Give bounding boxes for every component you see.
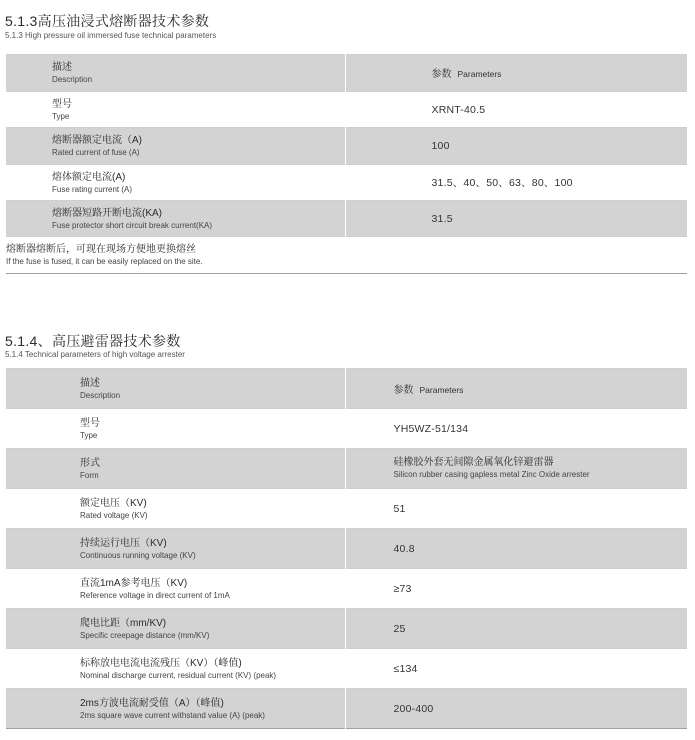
row-value: ≥73 xyxy=(393,582,412,595)
header-param-en: Parameters xyxy=(457,69,502,79)
header-parameters-cell xyxy=(345,369,687,409)
row-value: 200-400 xyxy=(393,702,434,715)
header-desc-cn: 描述 xyxy=(80,377,100,389)
table-row xyxy=(6,165,687,201)
table-row xyxy=(6,92,687,128)
row-label-en: Type xyxy=(80,430,98,440)
row-label-cn: 持续运行电压（KV) xyxy=(80,537,167,549)
header-param-en: Parameters xyxy=(419,384,464,395)
row-label-en: Reference voltage in direct current of 1mA xyxy=(80,590,230,600)
row-label-cn: 直流1mA参考电压（KV) xyxy=(80,577,188,589)
row-label-cn: 型号 xyxy=(80,417,100,429)
fuse-parameters-table xyxy=(6,54,688,274)
note-cn: 熔断器熔断后，可现在现场方便地更换熔丝 xyxy=(6,244,196,255)
header-param-cn: 参数 xyxy=(393,384,414,396)
row-value: YH5WZ-51/134 xyxy=(393,422,469,435)
row-label-en: Fuse rating current (A) xyxy=(52,184,133,194)
row-label-en: Form xyxy=(80,470,99,480)
row-value-cn: 硅橡胶外套无间隙金属氧化锌避雷器 xyxy=(393,457,554,468)
row-label-en: Rated voltage (KV) xyxy=(80,510,148,520)
row-label-cn: 熔断器短路开断电流(KA) xyxy=(52,207,162,219)
row-label-cn: 2ms方波电流耐受值（A）（峰值) xyxy=(80,697,224,709)
table-row xyxy=(6,409,687,449)
section1-title: 5.1.3高压油浸式熔断器技术参数 xyxy=(5,13,210,29)
header-param-cn: 参数 xyxy=(431,69,452,80)
header-description-cell xyxy=(6,369,345,409)
note-en: If the fuse is fused, it can be easily replaced on the site. xyxy=(6,257,203,266)
row-value: 40.8 xyxy=(393,542,415,555)
header-description-cell xyxy=(6,55,345,92)
row-label-cn: 形式 xyxy=(80,457,100,469)
row-value: ≤134 xyxy=(393,662,418,675)
row-label-cn: 型号 xyxy=(52,98,72,110)
table-row xyxy=(6,449,687,489)
row-label-en: Continuous running voltage (KV) xyxy=(80,550,196,560)
arrester-parameters-table xyxy=(6,368,688,729)
row-value: 31.5、40、50、63、80、100 xyxy=(431,177,573,189)
row-label-cn: 熔体额定电流(A) xyxy=(52,171,126,183)
table-header-row xyxy=(6,55,687,92)
row-value: 25 xyxy=(393,622,406,635)
table-row xyxy=(6,569,687,609)
row-value-en: Silicon rubber casing gapless metal Zinc Oxide arrester xyxy=(393,470,590,479)
table-row xyxy=(6,649,687,689)
table-row xyxy=(6,529,687,569)
header-desc-en: Description xyxy=(52,75,93,84)
row-label-en: Rated current of fuse (A) xyxy=(52,148,140,157)
row-label-en: 2ms square wave current withstand value (A) (peak) xyxy=(80,710,265,720)
row-label-en: Specific creepage distance (mm/KV) xyxy=(80,630,210,640)
section1-subtitle: 5.1.3 High pressure oil immersed fuse technical parameters xyxy=(5,31,217,40)
row-label-cn: 额定电压（KV) xyxy=(80,497,147,509)
row-label-en: Nominal discharge current, residual current (KV) (peak) xyxy=(80,670,277,680)
header-desc-cn: 描述 xyxy=(52,62,72,73)
row-value: 100 xyxy=(431,140,450,152)
table-row xyxy=(6,128,687,165)
row-label-cn: 爬电比距（mm/KV) xyxy=(80,617,167,629)
row-label-en: Fuse protector short circuit break current(KA) xyxy=(52,220,213,230)
table-note-row xyxy=(6,237,687,274)
row-label-en: Type xyxy=(52,111,70,121)
table-row xyxy=(6,201,687,237)
section2-title: 5.1.4、高压避雷器技术参数 xyxy=(5,333,181,349)
table-row xyxy=(6,489,687,529)
section2-subtitle: 5.1.4 Technical parameters of high voltage arrester xyxy=(5,350,185,359)
header-parameters-cell xyxy=(345,55,687,92)
row-label-cn: 标称放电电流电流残压（KV）（峰值) xyxy=(80,657,242,669)
table-row xyxy=(6,609,687,649)
row-value: 51 xyxy=(393,502,406,515)
table-header-row xyxy=(6,369,687,409)
header-desc-en: Description xyxy=(80,390,121,400)
row-value: XRNT-40.5 xyxy=(431,103,486,116)
row-label-cn: 熔断器额定电流（A) xyxy=(52,135,142,146)
table-row xyxy=(6,689,687,729)
row-value: 31.5 xyxy=(431,212,453,225)
